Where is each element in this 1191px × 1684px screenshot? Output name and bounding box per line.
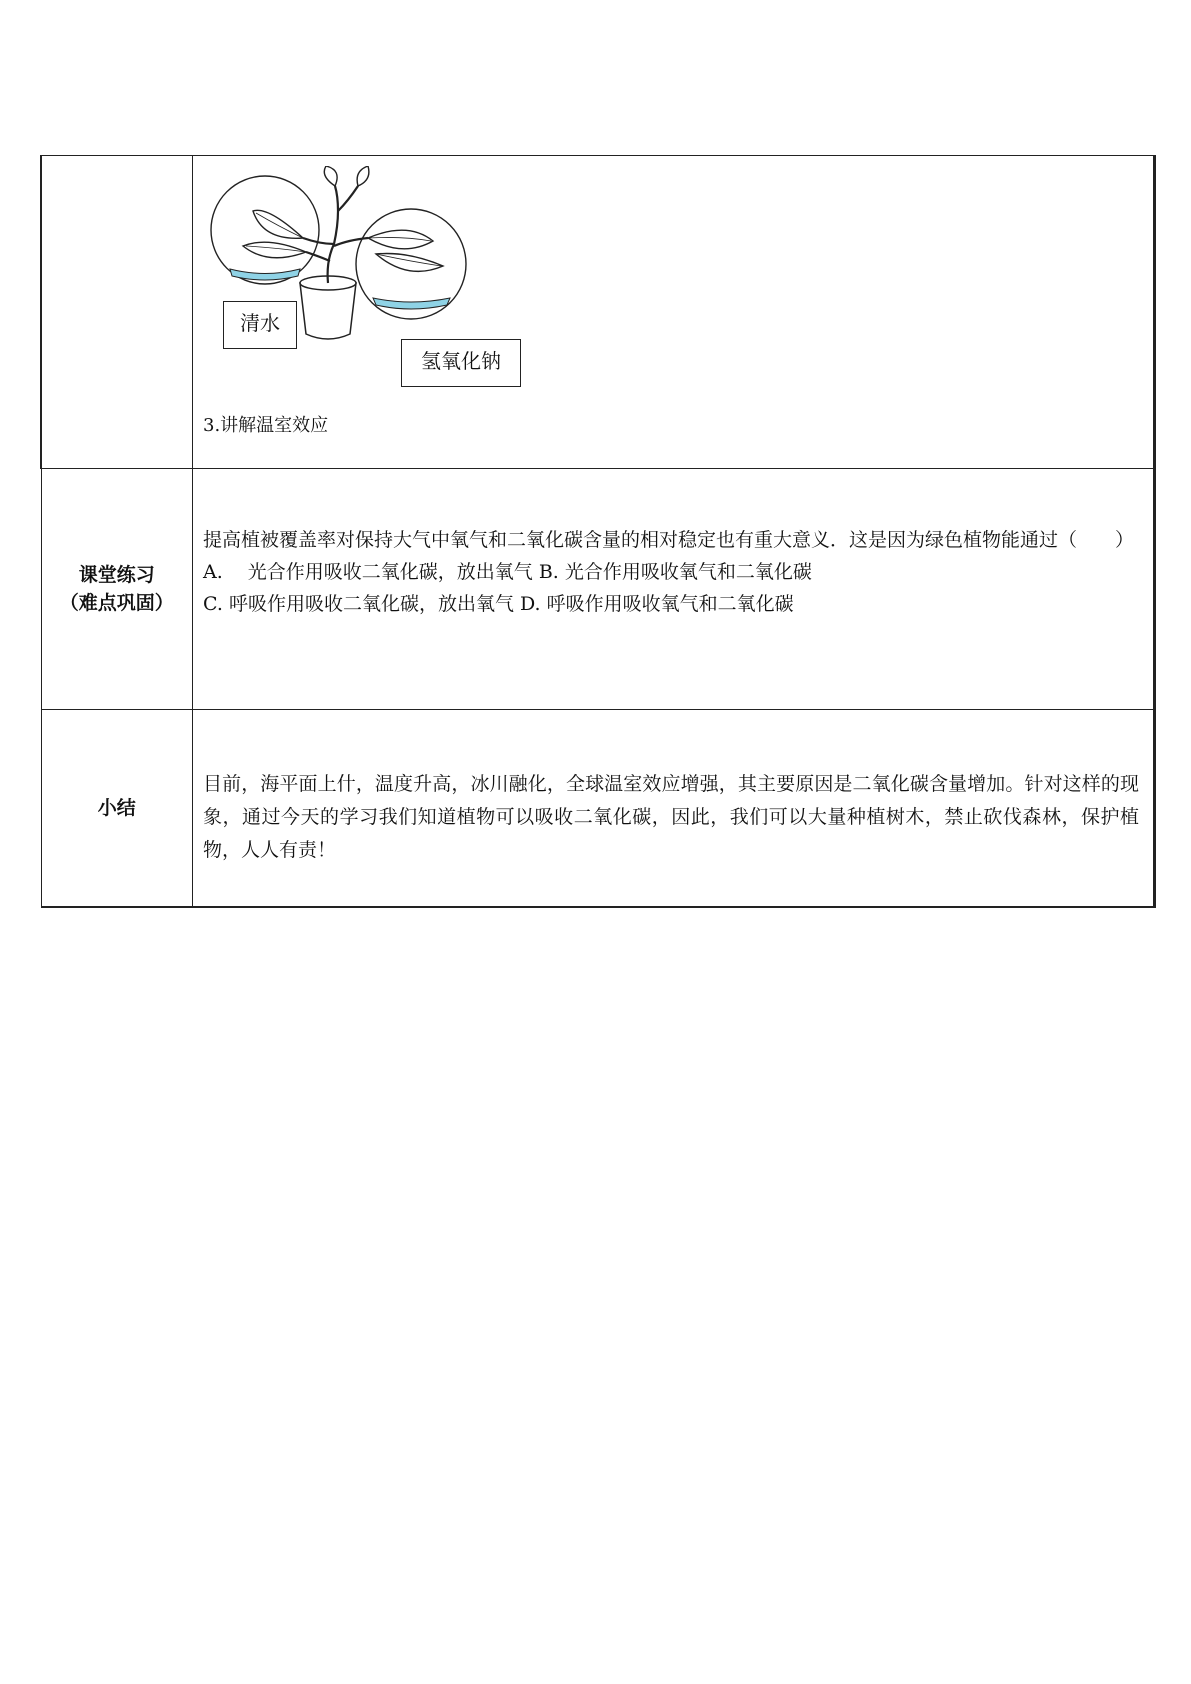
- summary-row: [41, 710, 1155, 908]
- plant-experiment-figure: [193, 156, 1153, 468]
- summary-label: 小结: [41, 710, 193, 908]
- lesson-table: [40, 155, 1156, 908]
- water-label-box: 清水: [223, 301, 297, 349]
- summary-text: 目前，海平面上什，温度升高，冰川融化，全球温室效应增强，其主要原因是二氧化碳含量增加。针对这样的现象，通过今天的学习我们知道植物可以吸收二氧化碳，因此，我们可以大量种植树木，禁止砍伐森林，保护植物，人人有责！: [203, 773, 1139, 861]
- exercise-label-line1: 课堂练习: [78, 564, 155, 586]
- options-line-1: A. 光合作用吸收二氧化碳，放出氧气 B. 光合作用吸收氧气和二氧化碳: [203, 561, 812, 583]
- step-text: 3.讲解温室效应: [203, 415, 329, 436]
- figure-row: [41, 156, 1155, 469]
- summary-cell: [193, 710, 1155, 908]
- figure-row-label: [41, 156, 193, 469]
- exercise-label-line2: （难点巩固）: [59, 592, 174, 614]
- question-text: 提高植被覆盖率对保持大气中氧气和二氧化碳含量的相对稳定也有重大意义．这是因为绿色植物能通过（ ）: [203, 529, 1135, 551]
- naoh-label-box: 氢氧化钠: [401, 339, 521, 387]
- figure-cell: [193, 156, 1155, 469]
- exercise-label: [41, 469, 193, 710]
- exercise-cell: [193, 469, 1155, 710]
- options-line-2: C. 呼吸作用吸收二氧化碳，放出氧气 D. 呼吸作用吸收氧气和二氧化碳: [203, 593, 794, 615]
- exercise-content: [193, 469, 1153, 620]
- exercise-row: [41, 469, 1155, 710]
